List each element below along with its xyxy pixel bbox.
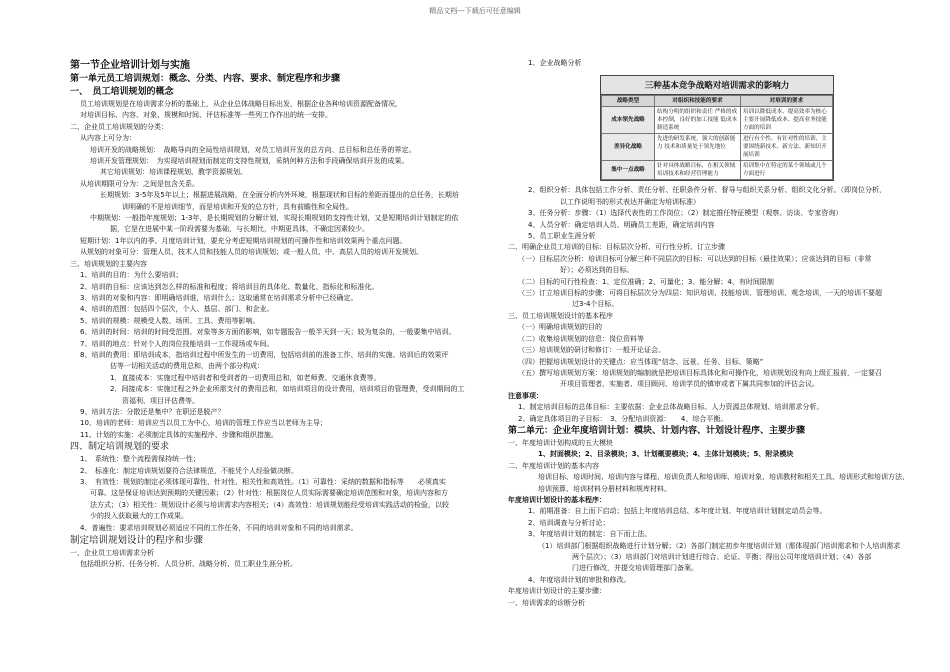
left-line: 3、 有效性：规划的制定必须体现可靠性、针对性、相关性和高效性。（1）可靠性：采纳的数据和指标等 必须真实 [80,478,446,486]
left-line: 据，它是在进展中某一阶段需要为基础，与长期比，中期更具体，不确定因素较少。 [110,225,369,234]
table-header-cell: 对组织和技能的要求 [655,96,741,107]
right-line: 2、培训调查与分析讨论； [528,518,610,527]
left-line: 从规划的对象可分：管理人员、技术人员和技能人员的培训规划；或一般人员、中、高层人员的培训开发规划。 [80,248,423,257]
left-line: 培训开发管理规划： 为实现培训规划而制定的支持性规划，采纳何种方法和手段确保培训开发的成果。 [90,157,409,166]
right-line: 两个层次）；（3）培训部门对培训计划进行综合、论证、平衡；得出公司年度培训计划；（4）各部 [572,553,872,561]
left-line: 1．直接成本：实施过程中培训者和受训者的一切费用总和，如老师费、交通休食费等。 [110,373,381,382]
left-line: 训明确的不是培训细节，而是培训和开发的总方针，具有前瞻性和全局性。 [122,202,353,211]
right-line: 1、制定培训目标的总体目标：主要依据：企业总体战略目标、人力资源总体规划、培训需求分析。 [518,403,824,412]
left-line: 从培训期限可分为：之间是包含关系。 [80,179,199,188]
right-line: 开项目管理者、实施者、项目顾问、培训学员的镇审或者下属共同参加的评估会议。 [560,380,819,389]
left-line: 四、制定培训规划的要求 [70,442,170,453]
right-line: 注意事项： [508,391,543,400]
right-line: 一、培训需求的诊断分析 [508,598,585,607]
table-row [602,161,833,180]
right-column [508,58,928,609]
right-line: 4、年度培训计划的审批和修改。 [528,575,631,584]
right-line: 1、前期准备：自上而下启动；包括上年度培训总结、本年度计划、年度培训计划制定动员会等。 [528,507,827,516]
table-cell: 进行有个性、有针对性的培训，主要围绕新技术、新方法、新知识开展培训 [740,134,832,161]
left-line: 员工培训规划是在培训需求分析的基础上，从企业总体战略目标出发，根据企业各种培训资源配备情况， [80,100,402,108]
right-line: （一）目标层次分析：培训目标可分解三种不同层次的目标：可以达到的目标（最佳效果）；应该达到的目标（非常 [518,254,872,263]
left-line: 可靠。这是保证培训达到预期的关键因素；（2）针对性：根据岗位人员实际需要确定培训范围和对象，培训内容和方 [90,489,448,498]
right-line: 三、员工培训规划设计的基本程序 [508,311,613,320]
right-line: 3、任务分析：步骤：（1）选择代表性的工作岗位；（2）制定推任特征模型（观察、访谈、专家咨询） [528,209,843,218]
left-line: 估等一切相关活动的费用总和，由两个部分构成： [110,362,264,371]
left-line: 包括组织分析、任务分析、人员分析、战略分析、员工职业生涯分析。 [80,560,297,569]
left-line: 制定培训规划设计的程序和步骤 [70,535,204,547]
table-cell: 针对具体战略目标，在相关领域培训技术和经营管理能力 [655,161,741,180]
left-line: 1、 系统性：整个流程需保持统一性； [80,455,200,464]
left-line: 少的投入获取最大的工作成果。 [90,512,188,521]
table-cell: 培训集中在特定的某个领域或几个方面进行 [740,161,832,180]
left-line: 法方式；（3）相关性：规划设计必须与培训需求内容相关；（4）高效性：培训规划能经受培训实践活动的检验，以较 [90,500,449,509]
right-line: 好）；必须达到的目标。 [560,266,634,275]
right-line: 2、组织分析：具体包括工作分析、责任分析、任职条件分析、督导与组织关系分析、组织文化分析。（即岗位分析， [528,186,886,195]
left-line: 6、培训的时间：培训的时间受范围、对象等多方面的影响，如专题报告一般半天到一天；较为复杂的，一般要集中培训。 [80,328,456,337]
right-line: 门进行修改，并提交培训管理部门备案。 [572,564,698,573]
page-header: 精品文档---下载后可任意编辑 [429,7,521,15]
left-line: 资福利、项目评估费等。 [122,396,199,405]
right-line: （1）培训部门根据组织战略进行计划分解；（2）各部门制定初步年度培训计划（需体现部门培训需求和个人培训需求 [538,541,901,550]
left-line: 10、培训的老师：培训应当以员工为中心，培训的管理工作应当以老师为主导； [80,419,327,428]
right-line: （二）收集培训规划的信息：岗位资料等 [518,334,644,343]
left-line: 二、企业员工培训规划的分类： [70,122,168,131]
left-line: 三、培训规划的主要内容 [70,259,147,268]
left-line: 长期规划：3-5年及5年以上；根据进展战略，在全面分析内外环境，根据现状和目标的差距而提出的总任务，长期培 [100,191,459,200]
right-line: 第二单元：企业年度培训计划：模块、计划内容、计划设计程序、主要步骤 [508,425,806,436]
right-line: 1、封面模块；2、目录模块；3、计划概要模块；4、主体计划模块；5、附录模块 [538,450,794,459]
right-line: （二）目标的可行性检查：1、定位准确；2、可量化；3、能分解；4、有时间限制 [518,277,774,286]
left-line: 4、培训的范围：包括四个层次，个人、基层、部门、和企业。 [80,305,274,314]
right-line: （一）明确培训规划的目的 [518,323,602,332]
right-line: 年度培训计划设计的主要步骤： [508,587,606,596]
left-line: 4、普遍性：要求培训规划必须适应不同的工作任务，不同的培训对象和不同的培训需求。 [80,523,358,532]
left-line: 中期规划：一般指年度规划；1-3年，是长期规划的分解计划，实现长期规划的支持性计划，又是短期培训计划制定的依 [90,214,459,223]
right-line: 二、明确企业员工培训的目标：目标层次分析、可行性分析、订立步骤 [508,243,725,252]
left-line: 第一节企业培训计划与实施 [70,60,190,71]
right-line: （四）把握培训规划设计的关键点：应当体现“信念、远景、任务、目标、策略” [518,357,764,366]
table-cell: 结构分明的组织和责任 严格的成本控制，良好的加工技能 低成本制造系统 [655,107,741,134]
table-cell: 集中一点战略 [602,161,655,180]
left-line: 第一单元员工培训规划：概念、分类、内容、要求、制定程序和步骤 [70,74,341,84]
table-header-cell: 战略类型 [602,96,655,107]
left-line: 5、培训的规模：规模受人数、场所、工具、费用等影响。 [80,316,260,325]
table-row [602,134,833,161]
table-cell: 成本领先战略 [602,107,655,134]
right-line: 3、年度培训计划的制定：自下而上法。 [528,530,652,539]
left-line: 从内容上可分为： [80,134,136,143]
left-line: 培训开发的战略规划： 战略导向的全局性培训规划，对员工培训开发的总方向、总目标和总任务的界定。 [90,145,416,154]
table-title: 三种基本竞争战略对培训需求的影响力 [601,76,833,95]
left-line: 短期计划：1年以内的季、月度培训计划，要充分考虑短期培训规划的可操作性和培训效果两个重点问题。 [80,236,407,245]
left-column [70,58,480,571]
left-line: 一、企业员工培训需求分析 [70,549,154,558]
left-line: 3、培训的对象和内容：即明确培训谁，培训什么；这取通常在培训需求分析中已经确定。 [80,293,358,302]
right-line: 2、确定具体项目的子目标： 3、分配培训资源： 4、综合平衡。 [518,414,728,423]
left-line: 2．间接成本：实施过程之外企业所需支付的费用总和，如培训项目的设计费用，培训项目的管理费，受训期间的工 [110,385,465,394]
left-line: 2、 标准化：制定培训规划要符合法律规范，不能凭个人经验做决断。 [80,466,298,475]
left-line: 对培训目标、内容、对象、规模和时间、评估标准等一些列工作作出的统一安排。 [80,111,332,120]
table-row [602,107,833,134]
table-cell: 培训以降低成本、提高效率为核心 主要开展降低成本、提高业务技能方面的培训 [740,107,832,134]
right-line: （三）订立培训目标的步骤：可将目标层次分为四层：知识培训、技能培训、管理培训、观念培训，一天的培训不要超 [518,289,882,298]
right-line: 二、年度培训计划的基本内容 [508,461,599,470]
right-line: 4、人员分析：确定培训人员、明确员工差距，确定培训内容 [528,220,715,229]
right-line: 一、年度培训计划构成的五大模块 [508,438,613,447]
right-line: （三）培训规划的研讨和修订：一般开论证会。 [518,346,665,355]
table-header-cell: 对培训的要求 [740,96,832,107]
table-cell: 先进的研发系统，强大的创新能力 技术和质量处于领先地位 [655,134,741,161]
right-line: （五）撰写培训规划方案：培训规划的编制就是把培训目标具体化和可操作化，培训规划没有向上级汇报前，一定要召 [518,368,882,377]
left-line: 11、计划的实施：必须制定具体的实施程序、步骤和组织措施。 [80,430,278,439]
left-line: 9、培训方法：分散还是集中？在职还是脱产？ [80,407,225,416]
strategy-table [600,75,834,181]
left-line: 其它培训规划：培训课程规划、教学资源规划。 [100,168,247,177]
right-line: 5、员工职业生涯分析 [528,232,596,241]
left-line: 1、培训的目的：为什么要培训； [80,271,183,280]
left-line: 7、培训的地点：针对个人的岗位技能培训一工作现场或车间。 [80,339,274,348]
left-line: 2、培训的目标：应该达到怎么样的标准和程度；将培训目的具体化、数量化、指标化和标准化。 [80,282,379,291]
left-line: 8、培训的费用：即培训成本，指培训过程中所发生的一切费用，包括培训前的准备工作、培训的实施、培训后的效果评 [80,350,449,359]
left-line: 一、 员工培训规划的概念 [70,87,174,97]
table-cell: 差异化战略 [602,134,655,161]
right-line: 培训预算、培训材料分册材料和规库材料。 [538,484,671,493]
right-line: 培训目标、培训时间、培训内容与课程、培训负责人和培训师、培训对象、培训教材和相关工具、培训形式和培训方法、 [538,473,909,482]
right-line: 年度培训计划设计的基本程序： [508,495,606,504]
right-line: 过3-4个目标。 [572,300,619,309]
right_top-line: 1、企业战略分析 [528,59,582,67]
right-line: 以工作说明书的形式表达并确定为培训标准） [560,197,700,206]
